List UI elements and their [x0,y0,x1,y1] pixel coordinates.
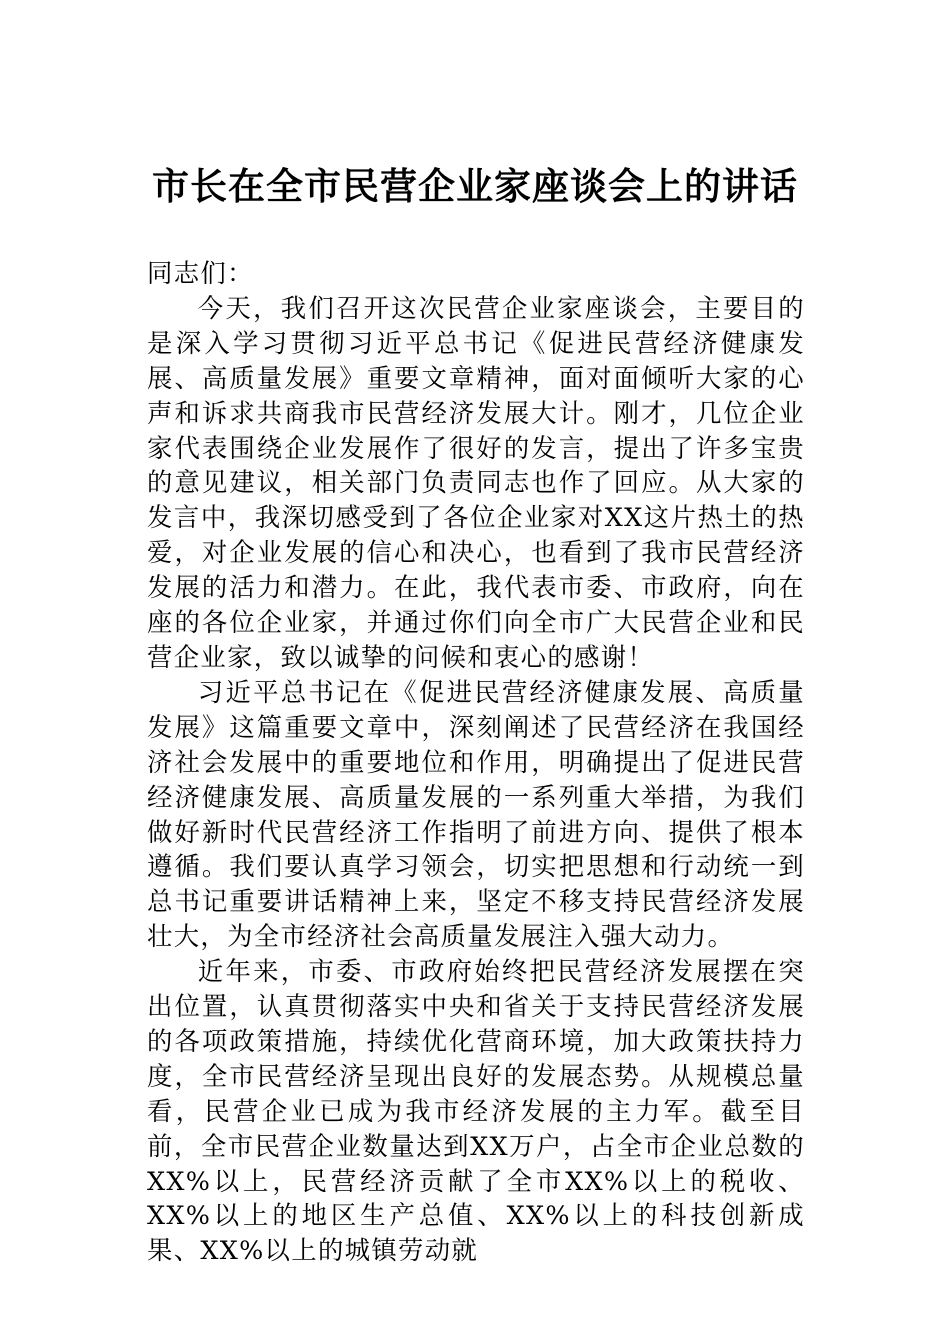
paragraph-2: 习近平总书记在《促进民营经济健康发展、高质量发展》这篇重要文章中，深刻阐述了民营经济在我国经济社会发展中的重要地位和作用，明确提出了促进民营经济健康发展、高质量发展的一系列重大举措，为我们做好新时代民营经济工作指明了前进方向、提供了根本遵循。我们要认真学习领会，切实把思想和行动统一到总书记重要讲话精神上来，坚定不移支持民营经济发展壮大，为全市经济社会高质量发展注入强大动力。 [147,676,805,952]
document-title: 市长在全市民营企业家座谈会上的讲话 [152,164,798,208]
paragraph-1: 今天，我们召开这次民营企业家座谈会，主要目的是深入学习贯彻习近平总书记《促进民营经济健康发展、高质量发展》重要文章精神，面对面倾听大家的心声和诉求共商我市民营经济发展大计。刚才，几位企业家代表围绕企业发展作了很好的发言，提出了许多宝贵的意见建议，相关部门负责同志也作了回应。从大家的发言中，我深切感受到了各位企业家对XX这片热土的热爱，对企业发展的信心和决心，也看到了我市民营经济发展的活力和潜力。在此，我代表市委、市政府，向在座的各位企业家，并通过你们向全市广大民营企业和民营企业家，致以诚挚的问候和衷心的感谢！ [147,292,805,672]
paragraph-3: 近年来，市委、市政府始终把民营经济发展摆在突出位置，认真贯彻落实中央和省关于支持民营经济发展的各项政策措施，持续优化营商环境，加大政策扶持力度，全市民营经济呈现出良好的发展态势。从规模总量看，民营企业已成为我市经济发展的主力军。截至目前，全市民营企业数量达到XX万户，占全市企业总数的XX%以上，民营经济贡献了全市XX%以上的税收、XX%以上的地区生产总值、XX%以上的科技创新成果、XX%以上的城镇劳动就 [147,956,805,1266]
salutation: 同志们： [147,258,254,288]
document-body [147,256,805,1268]
